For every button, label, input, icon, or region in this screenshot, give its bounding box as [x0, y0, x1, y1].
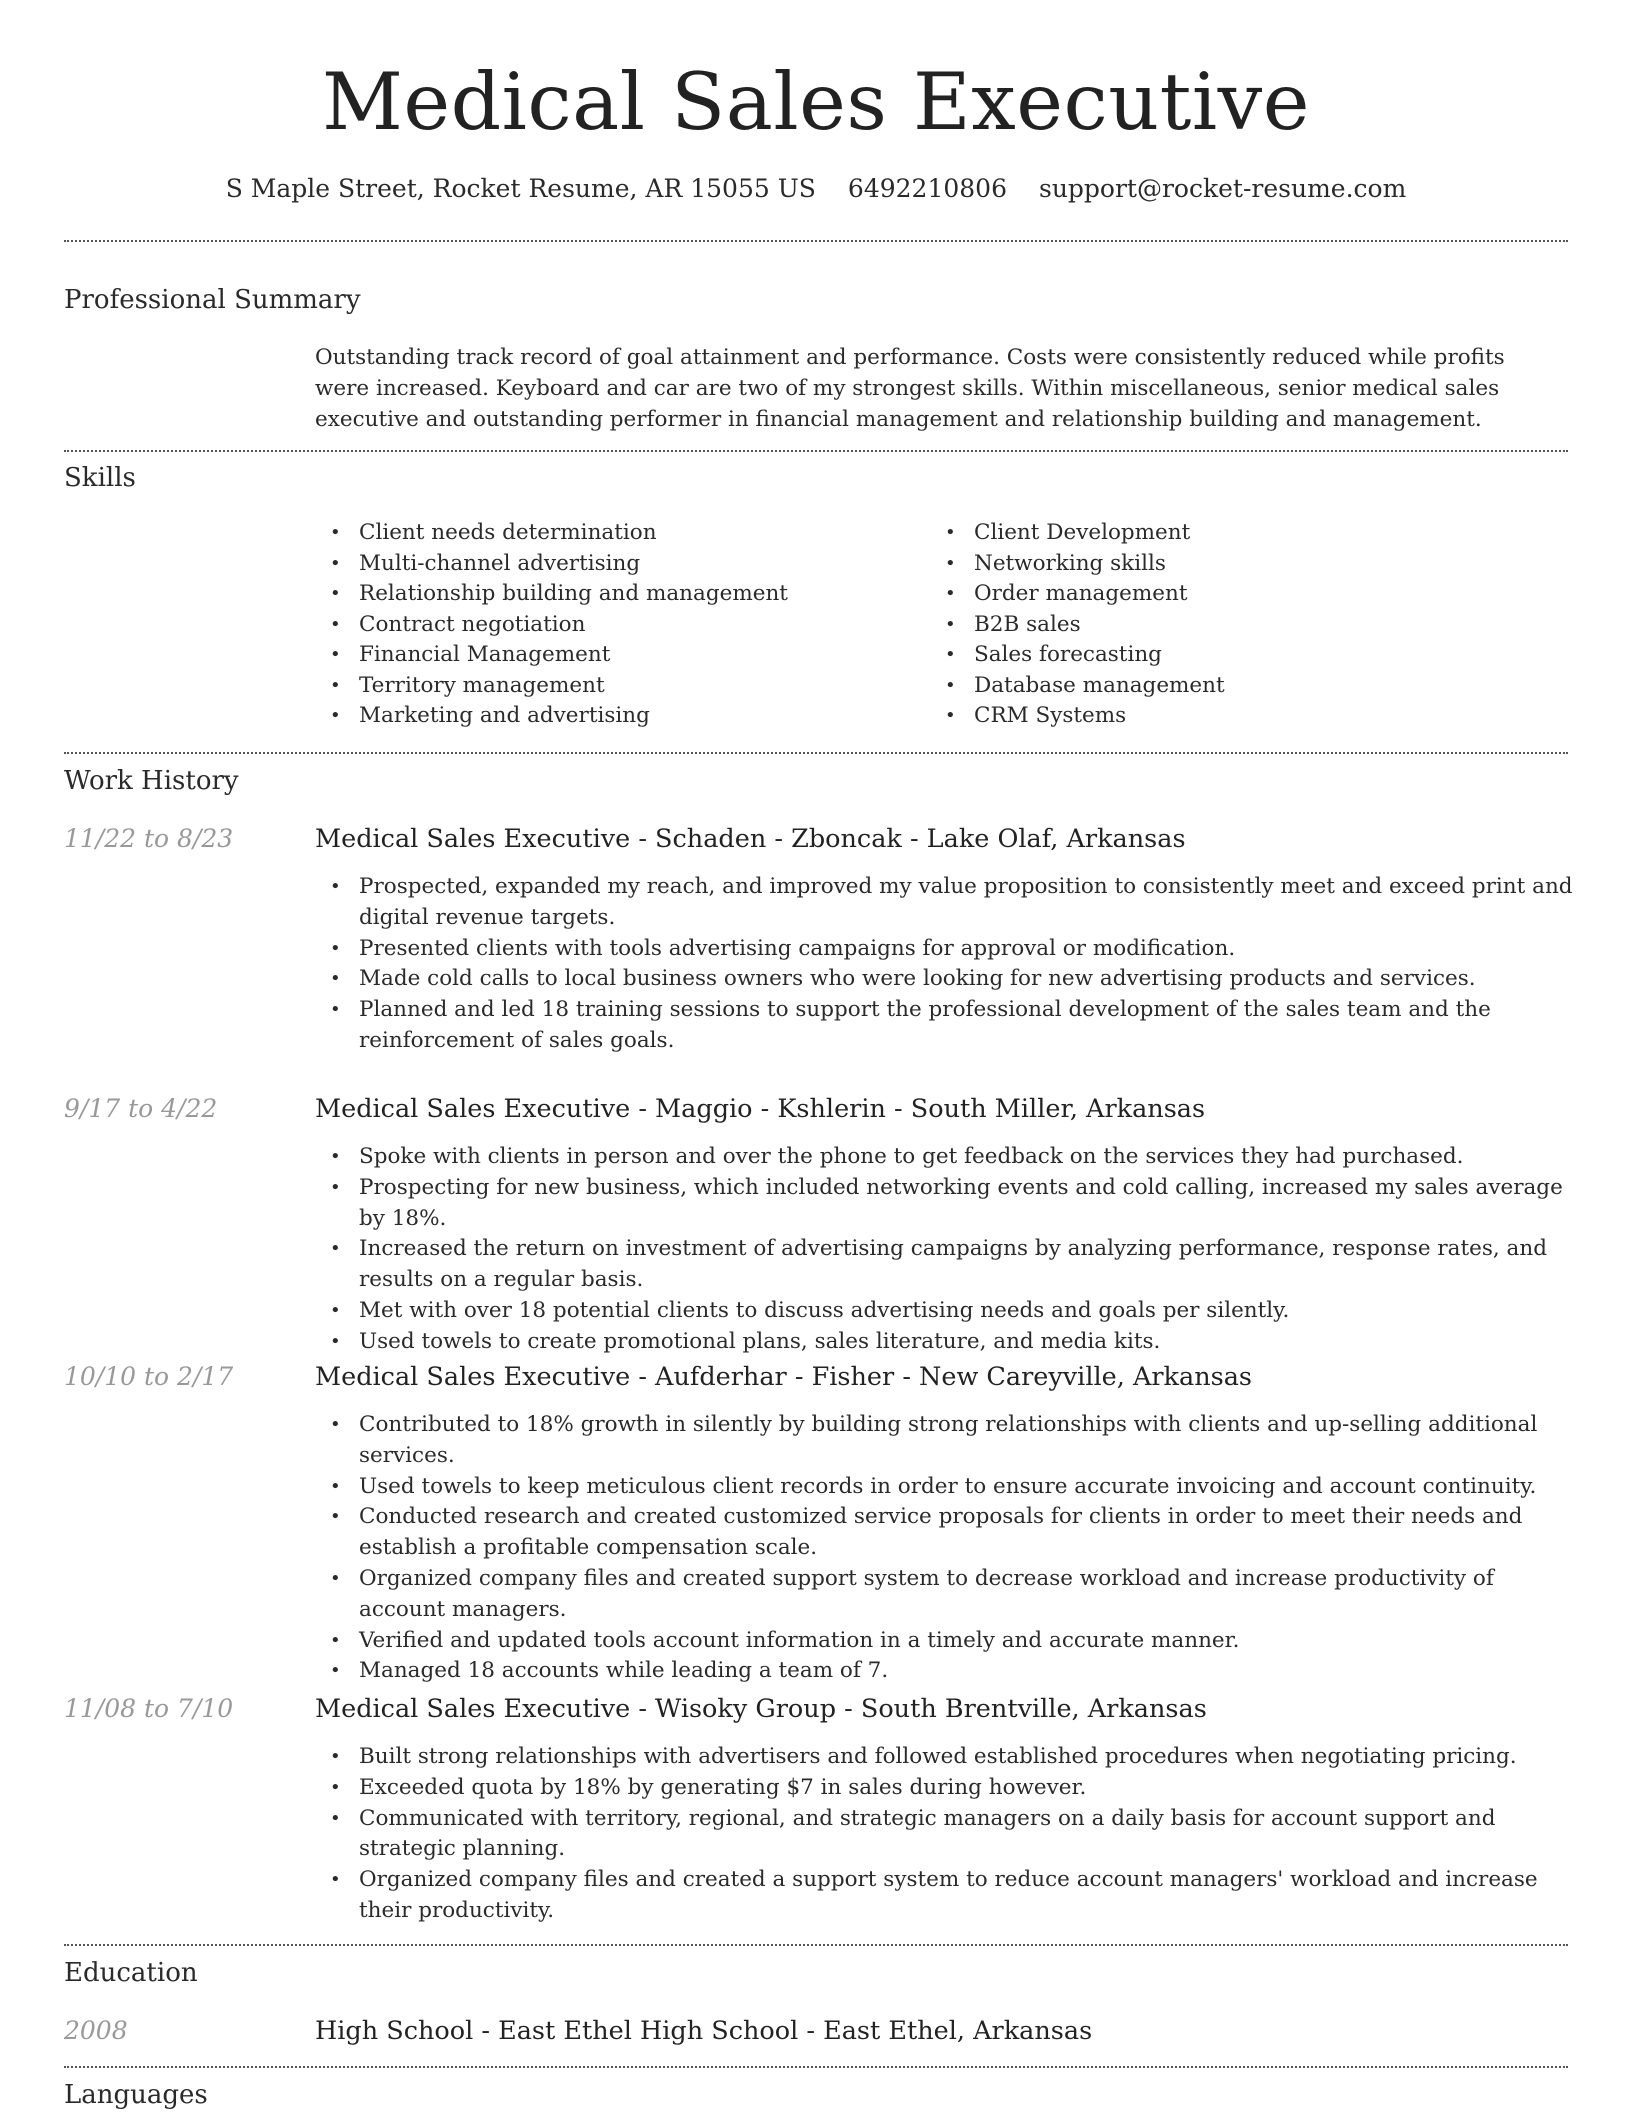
work-section-title: Work History: [64, 766, 239, 796]
summary-text: Outstanding track record of goal attainment and performance. Costs were consistently reduced while profits were increased. Keyboard and car are two of my strongest skills. Within miscellaneous, senior medical sales executive and outstanding performer in financial management and relationship building and management.: [315, 345, 1505, 432]
job-bullet: • Increased the return on investment of advertising campaigns by analyzing performance, response rates, and results on a regular basis.: [315, 1234, 1575, 1296]
education-section-title: Education: [64, 1958, 198, 1988]
job-dates: 10/10 to 2/17: [64, 1362, 234, 1391]
contact-email: support@rocket-resume.com: [1038, 174, 1407, 203]
job-bullet: • Planned and led 18 training sessions to support the professional development of the sales team and the reinforcement of sales goals.: [315, 995, 1575, 1057]
job-dates: 9/17 to 4/22: [64, 1094, 218, 1123]
skill-item: • B2B sales: [930, 610, 1225, 641]
job-bullet: • Verified and updated tools account information in a timely and accurate manner.: [315, 1626, 1575, 1657]
education-heading: High School - East Ethel High School - East Ethel, Arkansas: [315, 2016, 1093, 2046]
job-heading: Medical Sales Executive - Schaden - Zboncak - Lake Olaf, Arkansas: [315, 824, 1186, 854]
section-divider: [64, 2066, 1568, 2068]
skill-item: • Order management: [930, 579, 1225, 610]
resume-name-heading: Medical Sales Executive: [321, 56, 1311, 148]
job-bullet: • Managed 18 accounts while leading a team of 7.: [315, 1656, 1575, 1687]
skill-item: • Client Development: [930, 518, 1225, 549]
contact-address: S Maple Street, Rocket Resume, AR 15055 US: [225, 174, 816, 203]
job-bullet: • Prospected, expanded my reach, and improved my value proposition to consistently meet and exceed print and digital revenue targets.: [315, 872, 1575, 934]
skill-item: • Networking skills: [930, 549, 1225, 580]
job-bullets: [315, 1410, 1575, 1687]
section-divider: [64, 450, 1568, 452]
skill-item: • Multi-channel advertising: [315, 549, 788, 580]
skills-section-title: Skills: [64, 463, 136, 493]
skill-item: • Marketing and advertising: [315, 701, 788, 732]
job-bullet: • Presented clients with tools advertising campaigns for approval or modification.: [315, 934, 1575, 965]
section-divider: [64, 752, 1568, 754]
job-bullet: • Made cold calls to local business owners who were looking for new advertising products and services.: [315, 964, 1575, 995]
languages-section-title: Languages: [64, 2080, 208, 2110]
job-heading: Medical Sales Executive - Wisoky Group - South Brentville, Arkansas: [315, 1694, 1207, 1724]
job-bullet: • Spoke with clients in person and over the phone to get feedback on the services they had purchased.: [315, 1142, 1575, 1173]
contact-phone: 6492210806: [847, 174, 1007, 203]
section-divider: [64, 1944, 1568, 1946]
job-bullet: • Met with over 18 potential clients to discuss advertising needs and goals per silently.: [315, 1296, 1575, 1327]
job-bullet: • Contributed to 18% growth in silently by building strong relationships with clients and up-selling additional services.: [315, 1410, 1575, 1472]
job-bullet: • Used towels to keep meticulous client records in order to ensure accurate invoicing and account continuity.: [315, 1472, 1575, 1503]
job-bullet: • Organized company files and created support system to decrease workload and increase productivity of account managers.: [315, 1564, 1575, 1626]
summary-section-title: Professional Summary: [64, 285, 361, 315]
skills-list-left: [315, 518, 788, 732]
skill-item: • Client needs determination: [315, 518, 788, 549]
job-bullet: • Prospecting for new business, which included networking events and cold calling, increased my sales average by 18%.: [315, 1173, 1575, 1235]
contact-line: [0, 170, 1632, 208]
job-bullet: • Exceeded quota by 18% by generating $7 in sales during however.: [315, 1773, 1575, 1804]
skill-item: • Relationship building and management: [315, 579, 788, 610]
skill-item: • Territory management: [315, 671, 788, 702]
job-bullets: [315, 872, 1575, 1057]
skill-item: • CRM Systems: [930, 701, 1225, 732]
section-divider: [64, 240, 1568, 242]
skill-item: • Database management: [930, 671, 1225, 702]
skills-list-right: [930, 518, 1225, 732]
job-dates: 11/08 to 7/10: [64, 1694, 234, 1723]
job-bullet: • Communicated with territory, regional, and strategic managers on a daily basis for account support and strategic planning.: [315, 1804, 1575, 1866]
job-bullet: • Built strong relationships with advertisers and followed established procedures when negotiating pricing.: [315, 1742, 1575, 1773]
job-heading: Medical Sales Executive - Maggio - Kshlerin - South Miller, Arkansas: [315, 1094, 1206, 1124]
job-bullet: • Conducted research and created customized service proposals for clients in order to meet their needs and establish a profitable compensation scale.: [315, 1502, 1575, 1564]
job-bullets: [315, 1742, 1575, 1927]
job-dates: 11/22 to 8/23: [64, 824, 234, 853]
skill-item: • Contract negotiation: [315, 610, 788, 641]
job-bullet: • Organized company files and created a support system to reduce account managers' workload and increase their productivity.: [315, 1865, 1575, 1927]
education-year: 2008: [64, 2016, 128, 2045]
skill-item: • Sales forecasting: [930, 640, 1225, 671]
skill-item: • Financial Management: [315, 640, 788, 671]
job-bullets: [315, 1142, 1575, 1358]
job-bullet: • Used towels to create promotional plans, sales literature, and media kits.: [315, 1327, 1575, 1358]
job-heading: Medical Sales Executive - Aufderhar - Fisher - New Careyville, Arkansas: [315, 1362, 1253, 1392]
